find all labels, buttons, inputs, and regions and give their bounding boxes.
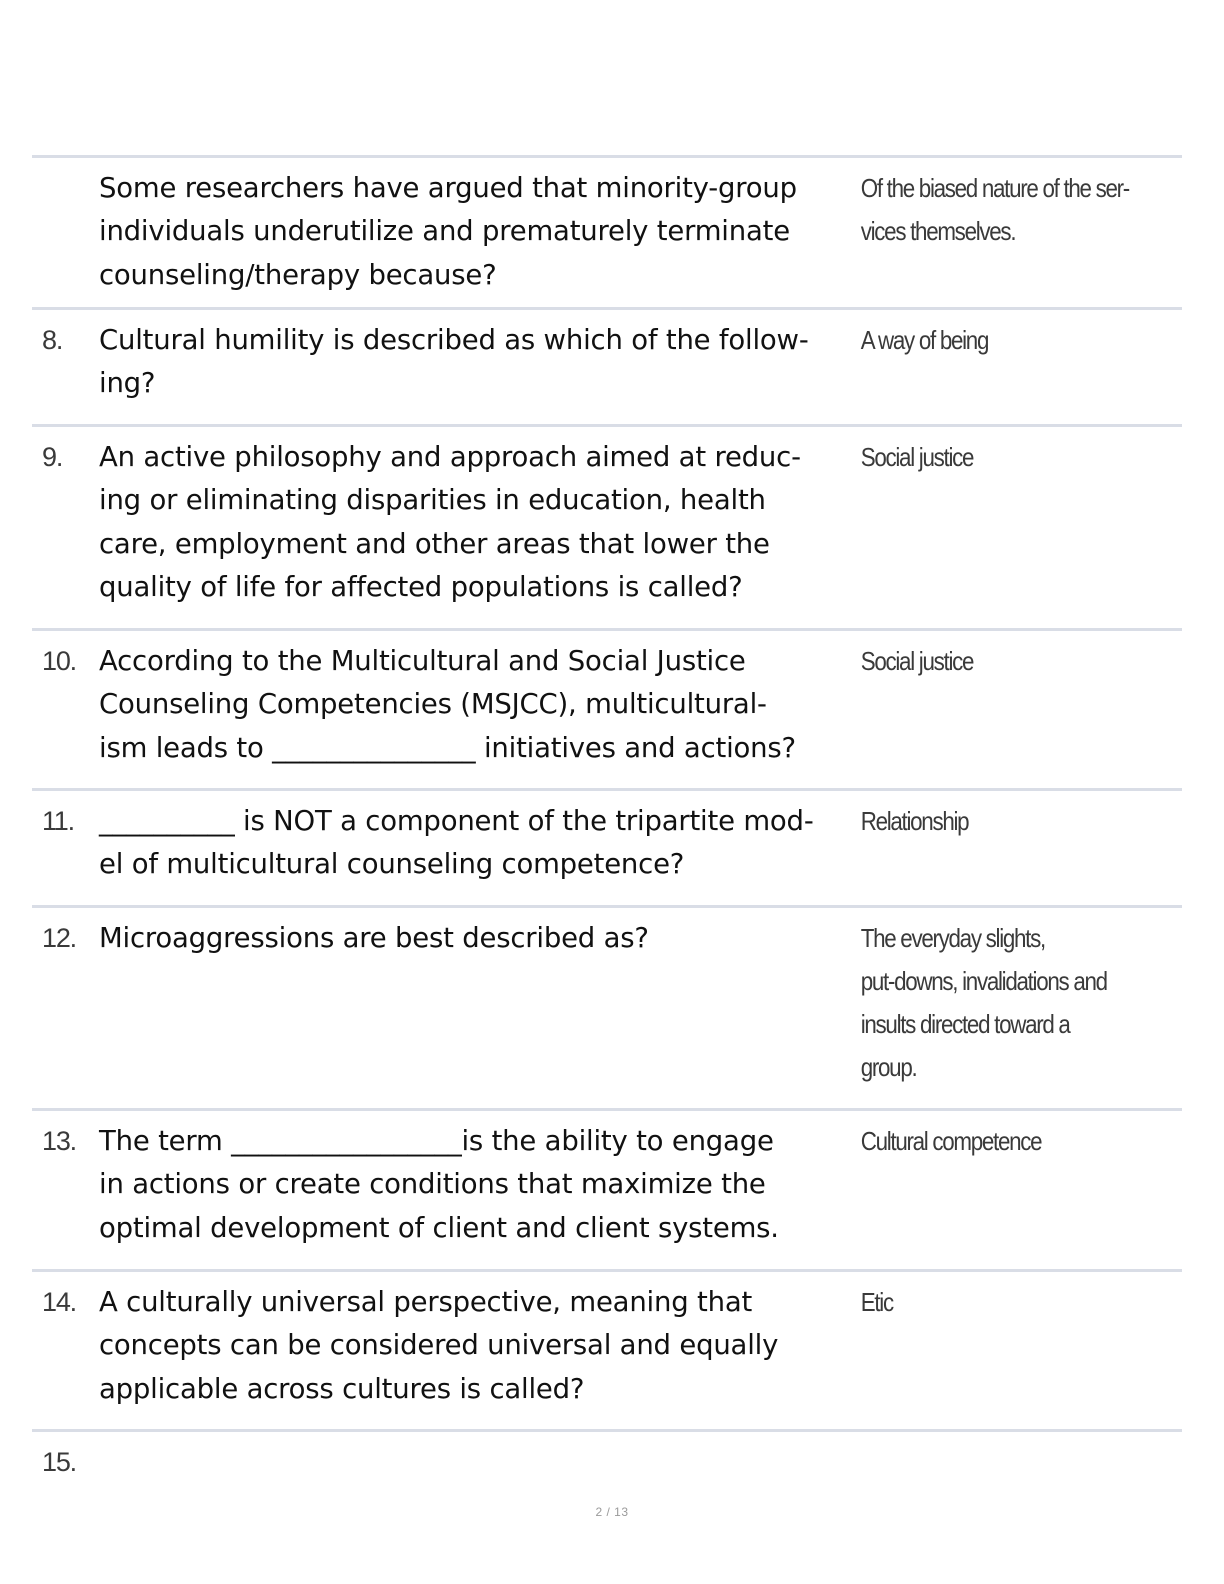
question-text: Some researchers have argued that minority-group individuals underutilize and prematurely terminate counseling/therapy because? <box>99 172 797 291</box>
question-number: 10. <box>42 646 76 676</box>
question-text: An active philosophy and approach aimed at reduc- ing or eliminating disparities in education, health care, employment and other areas that lower the quality of life for affected populations is called? <box>99 441 801 603</box>
question-number: 8. <box>42 325 63 355</box>
answer-text: Social justice <box>860 646 974 676</box>
answer-text: The everyday slights, put-downs, invalidations and insults directed toward a group. <box>860 923 1107 1082</box>
table-row <box>32 424 1182 628</box>
question-text <box>99 1432 859 1441</box>
answer-text: Etic <box>860 1287 893 1317</box>
table-row <box>32 1429 1182 1493</box>
question-number: 13. <box>42 1126 76 1156</box>
table-row <box>32 1269 1182 1429</box>
answer-text: Cultural competence <box>860 1126 1042 1156</box>
answer-text: A way of being <box>860 325 989 355</box>
question-text: Microaggressions are best described as? <box>99 922 649 954</box>
question-text: According to the Multicultural and Social Justice Counseling Competencies (MSJCC), multicultural- ism leads to _______________ initiatives and actions? <box>99 645 796 764</box>
question-number: 11. <box>42 806 74 836</box>
question-number: 15. <box>42 1447 76 1477</box>
question-number: 9. <box>42 442 63 472</box>
table-row <box>32 307 1182 424</box>
answer-text: Of the biased nature of the ser- vices themselves. <box>860 173 1129 246</box>
question-text: The term _________________is the ability to engage in actions or create conditions that maximize the optimal development of client and client systems. <box>99 1125 779 1244</box>
question-text: A culturally universal perspective, meaning that concepts can be considered universal and equally applicable across cultures is called? <box>99 1286 779 1405</box>
table-row <box>32 628 1182 788</box>
question-number: 14. <box>42 1287 76 1317</box>
answer-text <box>859 1432 1137 1441</box>
question-text: __________ is NOT a component of the tripartite mod- el of multicultural counseling competence? <box>99 805 814 881</box>
table-row <box>32 1108 1182 1269</box>
answer-text: Social justice <box>860 442 974 472</box>
question-text: Cultural humility is described as which of the follow- ing? <box>99 324 809 400</box>
flashcard-table <box>32 155 1182 1493</box>
question-number: 12. <box>42 923 76 953</box>
question-number <box>32 158 99 167</box>
answer-text: Relationship <box>860 806 969 836</box>
table-row <box>32 788 1182 905</box>
page-indicator: 2 / 13 <box>595 1505 629 1519</box>
table-row <box>32 155 1182 307</box>
table-row <box>32 905 1182 1108</box>
